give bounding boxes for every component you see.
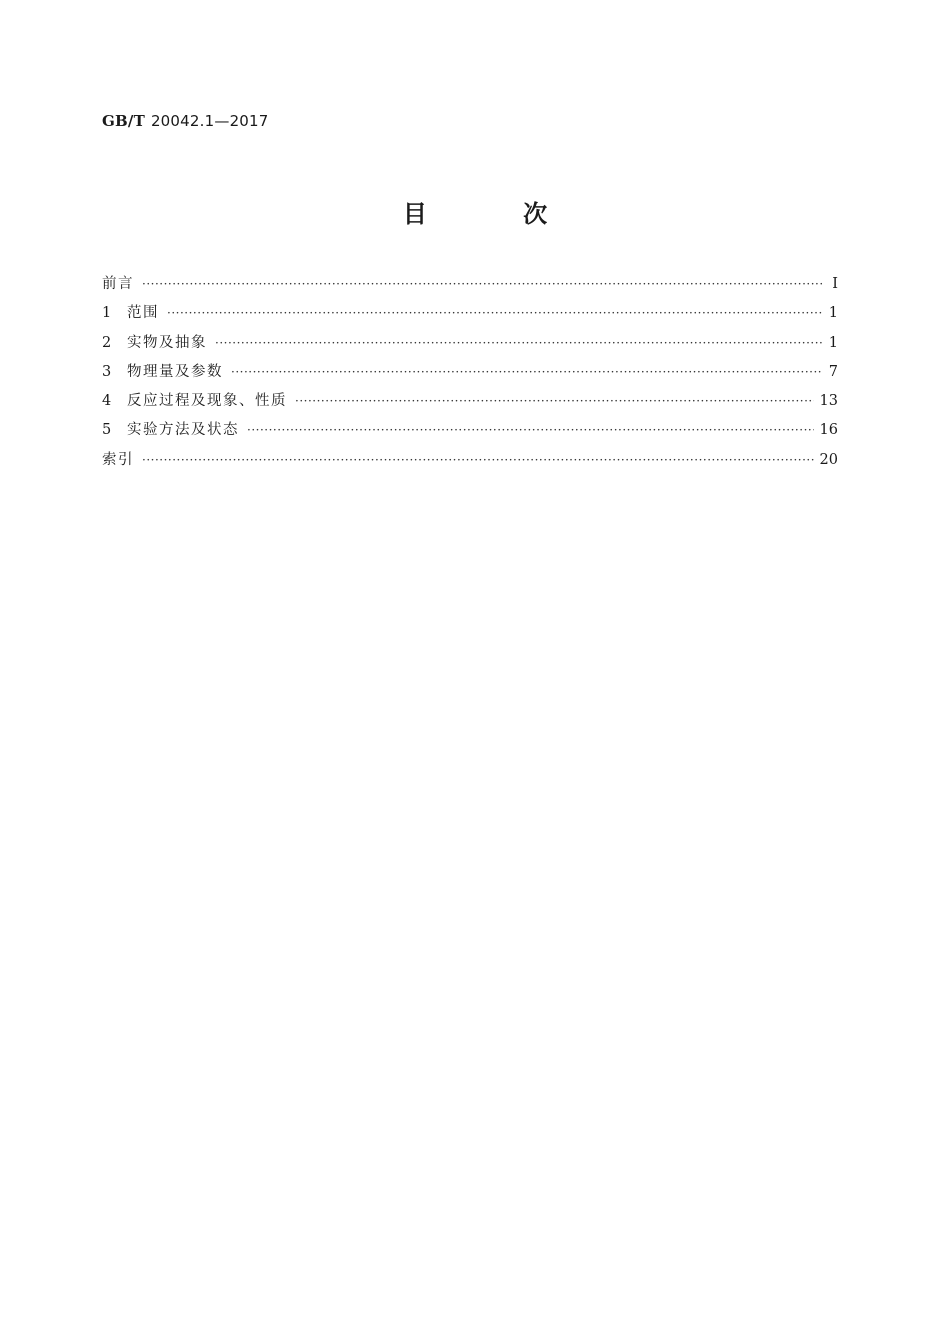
toc-entry-number: 4 [102, 393, 112, 410]
toc-entry-label: 实物及抽象 [127, 334, 207, 351]
toc-entry-number: 1 [102, 305, 112, 322]
standard-code-header [102, 112, 269, 130]
toc-entry-number: 3 [102, 363, 112, 380]
toc-dot-leader [167, 305, 822, 321]
toc-entry-quantities[interactable] [102, 360, 838, 389]
toc-dot-leader [142, 276, 822, 292]
toc-entry-page: 20 [819, 451, 838, 468]
toc-dot-leader [231, 364, 822, 380]
toc-entry-label: 范围 [127, 305, 159, 322]
toc-dot-leader [247, 422, 814, 438]
toc-entry-index[interactable] [102, 448, 838, 477]
toc-list [102, 272, 838, 477]
toc-dot-leader [215, 335, 822, 351]
toc-entry-number: 5 [102, 422, 112, 439]
toc-entry-scope[interactable] [102, 301, 838, 330]
toc-entry-methods[interactable] [102, 418, 838, 447]
toc-entry-page: 16 [819, 422, 838, 439]
toc-entry-page: Ⅰ [832, 276, 838, 292]
toc-entry-label: 实验方法及状态 [127, 422, 239, 439]
toc-entry-objects[interactable] [102, 331, 838, 360]
toc-entry-page: 1 [828, 305, 838, 322]
toc-entry-page: 7 [828, 363, 838, 380]
standard-code-prefix: GB/T [102, 112, 145, 130]
toc-entry-label: 前言 [102, 276, 134, 292]
toc-entry-label: 反应过程及现象、性质 [127, 393, 287, 410]
toc-entry-label: 索引 [102, 451, 134, 468]
toc-entry-preface[interactable] [102, 272, 838, 301]
toc-entry-page: 1 [828, 334, 838, 351]
toc-entry-number: 2 [102, 334, 112, 351]
toc-entry-label: 物理量及参数 [127, 363, 223, 380]
standard-code-number: 20042.1—2017 [150, 112, 269, 130]
toc-entry-page: 13 [819, 393, 838, 410]
toc-dot-leader [142, 452, 814, 468]
toc-title: 目 次 [402, 200, 592, 228]
toc-entry-processes[interactable] [102, 389, 838, 418]
toc-dot-leader [295, 393, 814, 409]
